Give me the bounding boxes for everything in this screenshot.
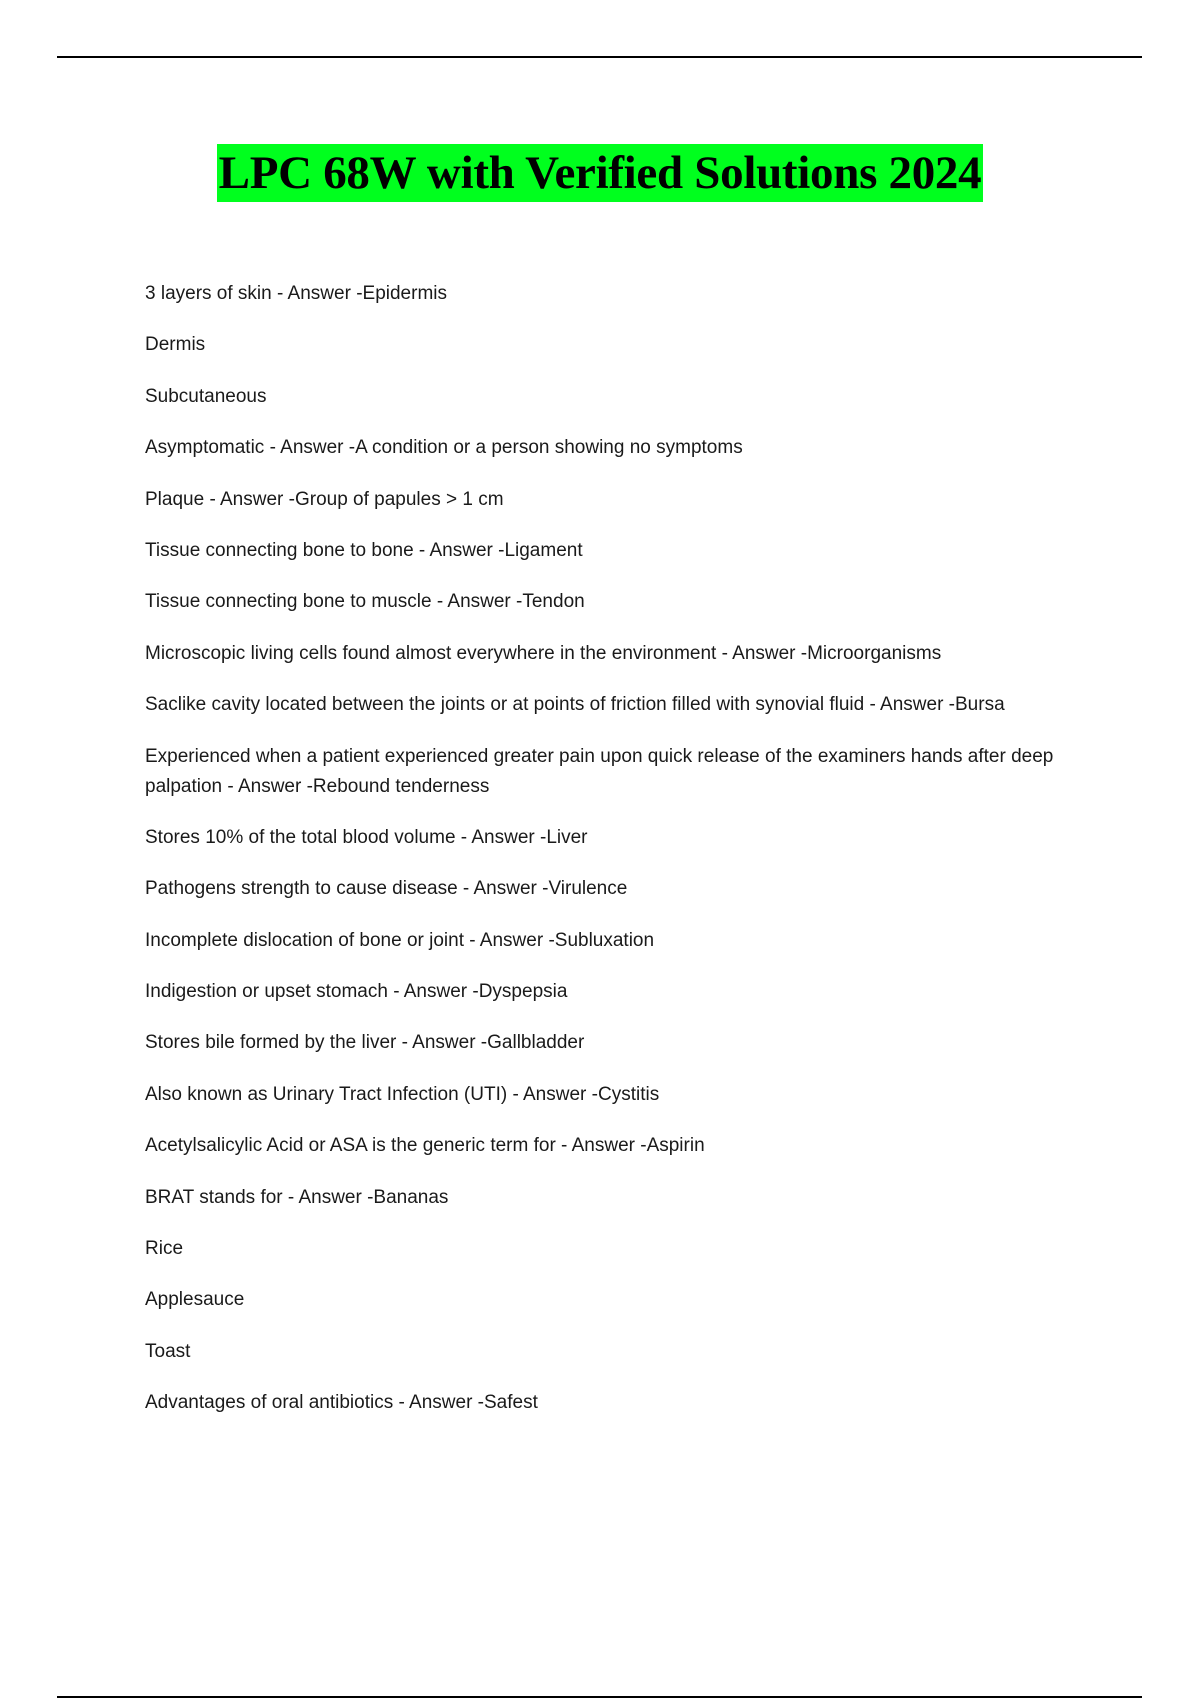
qa-line: Subcutaneous: [145, 385, 267, 407]
qa-line: Pathogens strength to cause disease - Answer -Virulence: [145, 878, 628, 900]
title-container: [0, 144, 1200, 202]
qa-line: Dermis: [145, 334, 206, 356]
bottom-rule: [57, 1696, 1142, 1698]
qa-line: Applesauce: [145, 1289, 245, 1311]
qa-line: Acetylsalicylic Acid or ASA is the generic term for - Answer -Aspirin: [145, 1135, 705, 1157]
top-rule: [57, 56, 1142, 58]
qa-line: Asymptomatic - Answer -A condition or a person showing no symptoms: [145, 437, 743, 459]
qa-list: [145, 279, 1085, 1440]
qa-line: Toast: [145, 1340, 191, 1362]
qa-line: Also known as Urinary Tract Infection (UTI) - Answer -Cystitis: [145, 1083, 660, 1105]
qa-line: Plaque - Answer -Group of papules > 1 cm: [145, 488, 504, 510]
qa-line: Stores 10% of the total blood volume - Answer -Liver: [145, 826, 588, 848]
qa-line: Microscopic living cells found almost everywhere in the environment - Answer -Microorganisms: [145, 642, 942, 664]
qa-line: Rice: [145, 1238, 184, 1260]
qa-line: 3 layers of skin - Answer -Epidermis: [145, 283, 447, 304]
qa-line: Tissue connecting bone to muscle - Answer -Tendon: [145, 591, 585, 613]
document-title: LPC 68W with Verified Solutions 2024: [217, 144, 984, 202]
qa-line: Saclike cavity located between the joints or at points of friction filled with synovial fluid - Answer -Bursa: [145, 694, 1005, 716]
qa-line: Stores bile formed by the liver - Answer -Gallbladder: [145, 1032, 585, 1054]
qa-line: Advantages of oral antibiotics - Answer -Safest: [145, 1392, 538, 1414]
qa-line: Experienced when a patient experienced greater pain upon quick release of the examiners hands after deep palpation - Answer -Rebound tenderness: [145, 745, 1054, 797]
qa-line: Indigestion or upset stomach - Answer -Dyspepsia: [145, 981, 568, 1003]
qa-line: Tissue connecting bone to bone - Answer -Ligament: [145, 539, 583, 561]
qa-line: BRAT stands for - Answer -Bananas: [145, 1186, 449, 1208]
qa-line: Incomplete dislocation of bone or joint - Answer -Subluxation: [145, 929, 655, 951]
